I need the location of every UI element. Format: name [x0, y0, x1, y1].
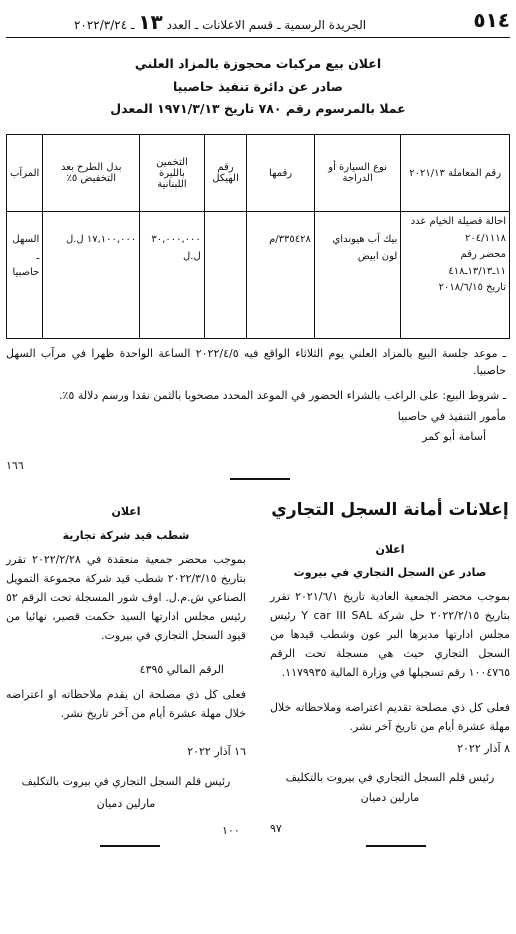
officer-title: مأمور التنفيذ في حاصبيا — [397, 410, 506, 423]
col-vehicle: نوع السيارة أو الدراجة — [314, 135, 400, 212]
table-row — [7, 212, 510, 339]
notice-title: اعلان بيع مركبات محجوزة بالمزاد العلني — [134, 56, 382, 71]
vehicle-table — [6, 134, 510, 339]
terms-text: ـ شروط البيع: على الراغب بالشراء الحضور في الموعد المحدد مصحوبا بالثمن نقدا ورسم دلالة ٥٪. — [59, 389, 506, 402]
notice-ref: ١٦٦ — [6, 459, 24, 472]
left-date: ١٦ آذار ٢٠٢٢ — [187, 745, 246, 758]
left-body: بموجب محضر جمعية منعقدة في ٢٠٢٢/٢/٢٨ تقرر بتاريخ ٢٠٢٢/٣/١٥ شطب قيد شركة مجموعة التمويل الصناعي ش.م.ل. اوف شور المسجلة تحت الرقم ٥٢ رئيس مجلس ادارتها السيد حكمت قصير، نهائيا من قيود السجل التجاري في بيروت. — [6, 553, 247, 642]
cell-case: احالة فصيلة الخيام عدد ٢٠٤/١١١٨ محضر رقم ١١ـ١٣/١٣ـ٤١٨ تاريخ ٢٠١٨/٦/١٥ — [401, 212, 510, 339]
cell-garage: السهل ـ حاصبيا — [7, 212, 43, 339]
col-plate: رقمها — [247, 135, 315, 212]
left-subtitle: شطب قيد شركة تجارية — [62, 529, 190, 542]
cell-chassis — [204, 212, 247, 339]
officer-name: أسامة أبو كمر — [422, 430, 486, 443]
right-label: اعلان — [375, 543, 405, 556]
table-header-row — [7, 135, 510, 212]
right-end-rule — [366, 845, 426, 847]
issue-number: ١٣ — [138, 10, 163, 34]
notice-basis: عملا بالمرسوم رقم ٧٨٠ تاريخ ١٩٧١/٣/١٣ المعدل — [110, 101, 406, 116]
right-signer-name: مارلين دميان — [360, 791, 420, 804]
left-label: اعلان — [111, 505, 141, 518]
col-garage: المرآب — [7, 135, 43, 212]
right-objection: فعلى كل ذي مصلحة تقديم اعتراضه وملاحظاته خلال مهلة عشرة أيام من تاريخ آخر نشر. — [270, 701, 510, 733]
col-case: رقم المعاملة ٢٠٢١/١٣ — [401, 135, 510, 212]
gazette-title: الجريدة الرسمية ـ قسم الاعلانات ـ العدد — [166, 18, 367, 32]
right-ref: ٩٧ — [270, 822, 282, 835]
header-rule — [6, 37, 510, 38]
page-number: ٥١٤ — [473, 8, 510, 32]
left-ref: ١٠٠ — [222, 824, 240, 837]
cell-vehicle: بيك آب هيونداي لون ابيض — [314, 212, 400, 339]
session-text: ـ موعد جلسة البيع بالمزاد العلني يوم الثلاثاء الواقع فيه ٢٠٢٢/٤/٥ الساعة الواحدة ظهرا في مرآب السهل حاصبيا. — [6, 347, 507, 377]
col-chassis: رقم الهيكل — [204, 135, 247, 212]
issue-date: ـ ٢٠٢٢/٣/٢٤ — [73, 18, 135, 32]
separator — [230, 478, 290, 480]
right-subtitle: صادر عن السجل التجاري في بيروت — [293, 566, 487, 579]
section-title: إعلانات أمانة السجل التجاري — [271, 500, 509, 520]
right-signer-title: رئيس قلم السجل التجاري في بيروت بالتكليف — [285, 771, 495, 784]
left-fin-number: الرقم المالي ٤٣٩٥ — [139, 663, 224, 676]
col-estimate: التخمين بالليرة اللبنانية — [140, 135, 205, 212]
running-header — [0, 10, 440, 34]
cell-estimate: ٣٠,٠٠٠,٠٠٠ ل.ل — [140, 212, 205, 339]
notice-issuer: صادر عن دائرة تنفيذ حاصبيا — [173, 79, 343, 94]
cell-bid: ١٧,١٠٠,٠٠٠ ل.ل — [43, 212, 140, 339]
col-bid: بدل الطرح بعد التخفيض ٥٪ — [43, 135, 140, 212]
left-signer-name: مارلين دميان — [96, 797, 156, 810]
left-signer-title: رئيس قلم السجل التجاري في بيروت بالتكليف — [21, 775, 231, 788]
right-date: ٨ آذار ٢٠٢٢ — [457, 742, 510, 755]
right-body: بموجب محضر الجمعية العادية تاريخ ٢٠٢١/٦/١ تقرر بتاريخ ٢٠٢٢/٢/١٥ حل شركة Y car III SAL رئيس مجلس ادارتها مديرها البر عون وشطب قيدها من السجل التجاري حيث هي مسجلة تحت الرقم ١٠٠٤٧٦٥ رقم تسجيلها في وزارة المالية ١١٧٩٩٣٥. — [270, 590, 511, 679]
left-objection: فعلى كل ذي مصلحة ان يقدم ملاحظاته او اعتراضه خلال مهلة عشرة أيام من آخر تاريخ نشر. — [6, 688, 246, 720]
cell-plate: ٣٣٥٤٢٨/م — [247, 212, 315, 339]
left-end-rule — [100, 845, 160, 847]
